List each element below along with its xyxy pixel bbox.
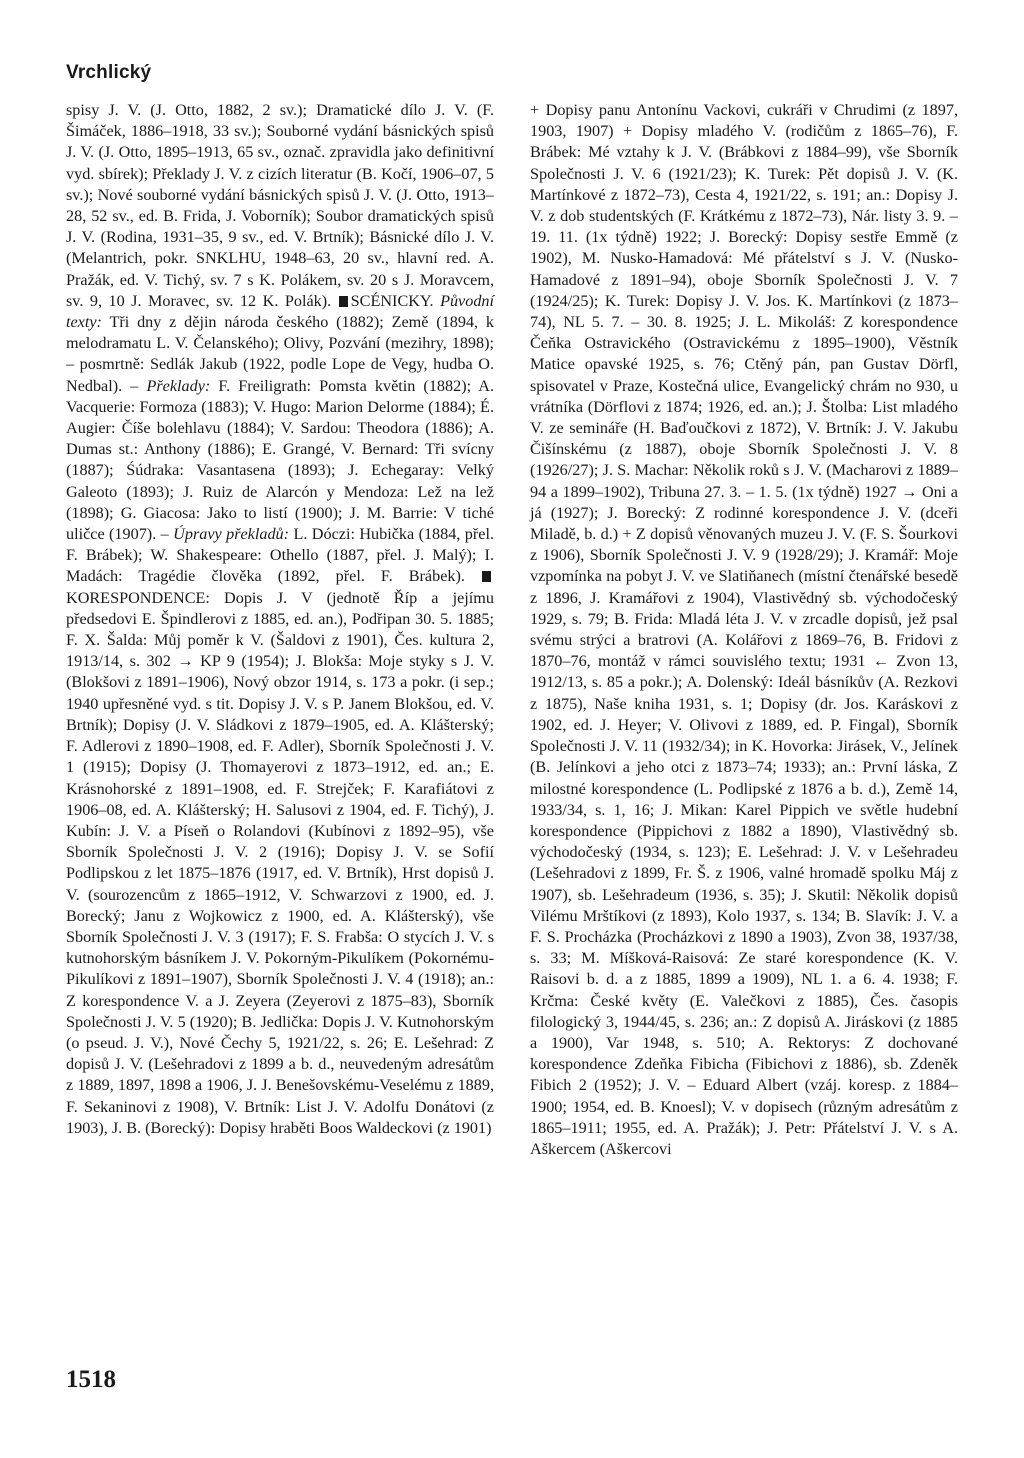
label-preklady: Překlady:: [146, 376, 211, 395]
adaptations-paragraph: L. Dóczi: Hubička (1884, přel. F. Brábek); W. Shakespeare: Othello (1887, přel. J. Malý); I. Madách: Tragédie člověka (1892, přel. F. Brábek).: [66, 525, 495, 586]
body-text: [530, 100, 958, 1160]
section-heading-korespondence: KORESPONDENCE:: [66, 588, 210, 607]
correspondence-continued-paragraph: + Dopisy panu Antonínu Vackovi, cukráři v Chrudimi (z 1897, 1903, 1907) + Dopisy mladého V. (rodičům z 1865–76), F. Brábek: Mé vztahy k J. V. (Brábkovi z 1884–99), vše Sborník Společnosti J. V. 6 (1921/23); K. Turek: Pět dopisů J. V. (K. Martínkové z 1872–73), Cesta 4, 1921/22, s. 191; an.: Dopisy J. V. z dob studentských (F. Krátkému z 1872–73), Nár. listy 3. 9. – 19. 11. (1x týdně) 1922; J. Borecký: Dopisy sestře Emmě (z 1902), M. Nusko-Hamadová: Mé přátelství s J. V. (Nusko-Hamadové z 1891–94), oboje Sborník Společnosti J. V. 7 (1924/25); K. Turek: Dopisy J. V. Jos. K. Martínkovi (z 1873–74), NL 5. 7. – 30. 8. 1925; J. L. Mikoláš: Z korespondence Čeňka Ostravického (Ostravickému z 1895–1900), Věstník Matice opavské 1925, s. 76; Ctěný pán, pan Gustav Dörfl, spisovatel v Praze, Kostečná ulice, Evangelický chrám no 930, u vrátníka (Dörflovi z 1874; 1926, ed. an.); J. Štolba: List mladého V. ze semináře (H. Baďoučkovi z 1872), V. Brtník: J. V. Jakubu Čišínskému (z 1887), oboje Sborník Společnosti J. V. 8 (1926/27); J. S. Machar: Několik roků s J. V. (Macharovi z 1889–94 a 1899–1902), Tribuna 27. 3. – 1. 5. (1x týdně) 1927 → Oni a já (1927); J. Borecký: Z rodinné korespondence J. V. (dceři Miladě, b. d.) + Z dopisů věnovaných muzeu J. V. (F. S. Šourkovi z 1906), Sborník Společnosti J. V. 9 (1928/29); J. Kramář: Moje vzpomínka na pobyt J. V. ve Slatiňanech (místní čtenářské besedě z 1896, J. Kramářovi z 1904), Vlastivědný sb. východočeský 1929, s. 79; B. Frida: Mladá léta J. V. v zrcadle dopisů, jež psal svému strýci a bratrovi (A. Kolářovi z 1869–76, B. Fridovi z 1870–76, montáž v rámci souvislého textu; 1931 ← Zvon 13, 1912/13, s. 85 a pokr.); A. Dolenský: Ideál básníkův (A. Rezkovi z 1875), Naše kniha 1931, s. 1; Dopisy (dr. Jos. Karáskovi z 1902, ed. J. Heyer; V. Olivovi z 1889, ed. P. Fingal), Sborník Společnosti J. V. 11 (1932/34); in K. Hovorka: Jirásek, V., Jelínek (B. Jelínkovi a jeho otci z 1873–74; 1933); an.: První láska, Z milostné korespondence (L. Podlipské z 1876 a b. d.), Země 14, 1933/34, s. 1, 16; J. Mikan: Karel Pippich ve světle hudební korespondence (Pippichovi z 1882 a 1890), Vlastivědný sb. východočeský (1934, s. 123); E. Lešehrad: J. V. v Lešehradeu (Lešehradovi z 1899, Fr. Š. z 1906, valné hromadě spolku Máj z 1907), sb. Lešehradeum (1936, s. 35); J. Skutil: Několik dopisů Vilému Mrštíkovi (z 1893), Kolo 1937, s. 134; B. Slavík: J. V. a F. S. Procházka (Procházkovi z 1890 a 1903), Zvon 38, 1937/38, s. 33; M. Míšková-Raisová: Ze staré korespondence (K. V. Raisovi b. d. a z 1885, 1899 a 1909), NL 1. a 6. 4. 1938; F. Krčma: České květy (E. Valečkovi z 1885), Čes. časopis filologický 3, 1944/45, s. 236; an.: Z dopisů A. Jiráskovi (z 1885 a 1900), Var 1948, s. 510; A. Rektorys: Z dochované korespondence Zdeňka Fibicha (Fibichovi z 1886), sb. Zdeněk Fibich 2 (1952); J. V. – Eduard Albert (vzáj. koresp. z 1884–1900; 1954, ed. B. Knoesl); V. v dopisech (různým adresátům z 1865–1911; 1955, ed. A. Pražák); J. Petr: Přátelství J. V. s A. Aškercem (Aškercovi: [530, 101, 958, 1158]
body-text: [66, 100, 494, 1139]
right-column: [530, 100, 958, 1160]
running-head: Vrchlický: [66, 62, 152, 83]
left-column: [66, 100, 494, 1139]
original-texts-paragraph: Tři dny z dějin národa českého (1882); Země (1894, k melodramatu L. V. Čelanského); Olivy, Pozvání (mezihry, 1898); – posmrtně: Sedlák Jakub (1922, podle Lope de Vegy, hudba O. Nedbal). –: [66, 313, 494, 395]
label-upravy-prekladu: Úpravy překladů:: [173, 525, 290, 544]
label-puvodni-texty: Původní texty:: [66, 291, 495, 332]
translations-paragraph: F. Freiligrath: Pomsta květin (1882); A. Vacquerie: Formoza (1883); V. Hugo: Marion Delorme (1884); É. Augier: Číše bolehlavu (1884); V. Sardou: Theodora (1886); A. Dumas st.: Anthony (1886); E. Grangé, V. Bernard: Tři svícny (1887); Śúdraka: Vasantasena (1893); J. Echegaray: Velký Galeoto (1893); J. Ruiz de Alarcón y Mendoza: Lež na lež (1898); G. Giacosa: Jako to listí (1900); J. M. Barrie: V tiché uličce (1907). –: [66, 376, 495, 544]
editions-paragraph: spisy J. V. (J. Otto, 1882, 2 sv.); Dramatické dílo J. V. (F. Šimáček, 1886–1918, 33 sv.); Souborné vydání básnických spisů J. V. (J. Otto, 1895–1913, 65 sv., označ. zpravidla jako definitivní vyd. sbírek); Překlady J. V. z cizích literatur (B. Kočí, 1906–07, 5 sv.); Nové souborné vydání básnických spisů J. V. (J. Otto, 1913–28, 52 sv., ed. B. Frida, J. Voborník); Soubor dramatických spisů J. V. (Rodina, 1931–35, 9 sv., ed. V. Brtník); Básnické dílo J. V. (Melantrich, pokr. SNKLHU, 1948–63, 20 sv., hlavní red. A. Pražák, ed. V. Tichý, sv. 7 s K. Polákem, sv. 20 s J. Moravcem, sv. 9, 10 J. Moravec, sv. 12 K. Polák).: [66, 101, 494, 310]
section-marker-icon: [339, 296, 348, 307]
section-heading-scenicky: SCÉNICKY.: [350, 291, 434, 310]
section-marker-icon: [482, 571, 491, 582]
page-number: 1518: [66, 1366, 116, 1393]
correspondence-paragraph: Dopis J. V (jednotě Říp a jejímu předsedovi E. Špindlerovi z 1885, ed. an.), Podřipan 30. 5. 1885; F. X. Šalda: Můj poměr k V. (Šaldovi z 1901), Čes. kultura 2, 1913/14, s. 302 → KP 9 (1954); J. Blokša: Moje styky s J. V. (Blokšovi z 1891–1906), Nový obzor 1914, s. 173 a pokr. (i sep.; 1940 upřesněné vyd. s tit. Dopisy J. V. s P. Janem Blokšou, ed. V. Brtník); Dopisy (J. V. Sládkovi z 1879–1905, ed. A. Klášterský; F. Adlerovi z 1890–1908, ed. F. Adler), Sborník Společnosti J. V. 1 (1915); Dopisy (J. Thomayerovi z 1873–1912, ed. an.; E. Krásnohorské z 1891–1908, ed. F. Strejček; F. Karafiátovi z 1906–08, ed. A. Klášterský; H. Salusovi z 1904, ed. F. Tichý), J. Kubín: J. V. a Píseň o Rolandovi (Kubínovi z 1892–95), vše Sborník Společnosti J. V. 2 (1916); Dopisy J. V. se Sofií Podlipskou z let 1875–1876 (1917, ed. V. Brtník), Hrst dopisů J. V. (sourozencům z 1865–1912, V. Schwarzovi z 1900, ed. J. Borecký; Janu z Wojkowicz z 1900, ed. A. Klášterský), vše Sborník Společnosti J. V. 3 (1917); F. S. Frabša: O stycích J. V. s kutnohorským básníkem J. V. Pokorným-Pikulíkem (Pokornému-Pikulíkovi z 1891–1907), Sborník Společnosti J. V. 4 (1918); an.: Z korespondence V. a J. Zeyera (Zeyerovi z 1875–83), Sborník Společnosti J. V. 5 (1920); B. Jedlička: Dopis J. V. Kutnohorským (o pseud. J. V.), Nové Čechy 5, 1921/22, s. 26; E. Lešehrad: Z dopisů J. V. (Lešehradovi z 1899 a b. d., neuvedeným adresátům z 1889, 1897, 1898 a 1906, J. J. Benešovskému-Veselému z 1889, F. Sekaninovi z 1908), V. Brtník: List J. V. Adolfu Donátovi (z 1903), J. B. (Borecký): Dopisy hraběti Boos Waldeckovi (z 1901): [66, 588, 494, 1137]
